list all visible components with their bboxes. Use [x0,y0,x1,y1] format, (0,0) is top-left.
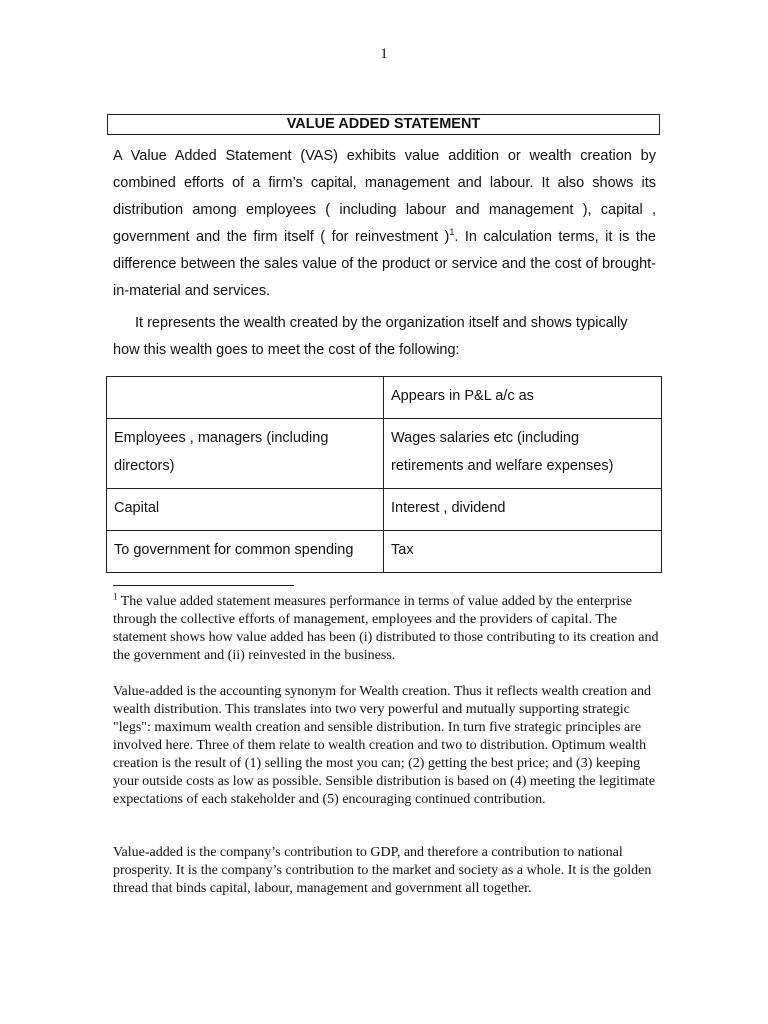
table-cell: To government for common spending [107,531,384,573]
footnote-marker: 1 [113,591,118,602]
footnote-paragraph-wealth: Value-added is the accounting synonym for Wealth creation. Thus it reflects wealth creation and wealth distribution. This translates into two very powerful and mutually supporting strategic "legs": maximum wealth creation and sensible distribution. In turn five strategic principles are involved here. Three of them relate to wealth creation and two to distribution. Optimum wealth creation is the result of (1) selling the most you can; (2) getting the best price; and (3) keeping your outside costs as low as possible. Sensible distribution is based on (4) meeting the legitimate expectations of each stakeholder and (5) encouraging continued contribution. [113,684,656,807]
table-row [107,489,662,531]
intro-paragraph-tail: . In calculation terms, it is the difference between the sales value of the product or service and the cost of brought-in-material and services. [113,229,656,299]
table-row [107,419,662,489]
footnote-divider [113,585,294,586]
table-header-cell: Appears in P&L a/c as [384,377,662,419]
table-cell: Wages salaries etc (including retirements and welfare expenses) [384,419,662,489]
intro-paragraph-text: A Value Added Statement (VAS) exhibits value addition or wealth creation by combined efforts of a firm’s capital, management and labour. It also shows its distribution among employees ( including labour and management ), capital , government and the firm itself ( for reinvestment ) [113,148,656,245]
table-header-row [107,377,662,419]
table-cell: Employees , managers (including directors) [107,419,384,489]
document-title: VALUE ADDED STATEMENT [107,114,660,135]
page-number: 1 [380,46,388,62]
footnote-1 [113,593,665,665]
intro-paragraph [113,143,656,305]
distribution-table [106,376,662,573]
footnote-reference[interactable]: 1 [449,227,455,238]
table-cell: Tax [384,531,662,573]
wealth-paragraph: It represents the wealth created by the organization itself and shows typically how this wealth goes to meet the cost of the following: [113,315,628,358]
footnote-1-text: The value added statement measures performance in terms of value added by the enterprise through the collective efforts of management, employees and the providers of capital. The statement shows how value added has been (i) distributed to those contributing to its creation and the government and (ii) reinvested in the business. [113,594,659,663]
table-cell: Interest , dividend [384,489,662,531]
footnote-paragraph-gdp: Value-added is the company’s contribution to GDP, and therefore a contribution to national prosperity. It is the company’s contribution to the market and society as a whole. It is the golden thread that binds capital, labour, management and government all together. [113,845,652,896]
table-cell: Capital [107,489,384,531]
table-row [107,531,662,573]
table-header-cell [107,377,384,419]
